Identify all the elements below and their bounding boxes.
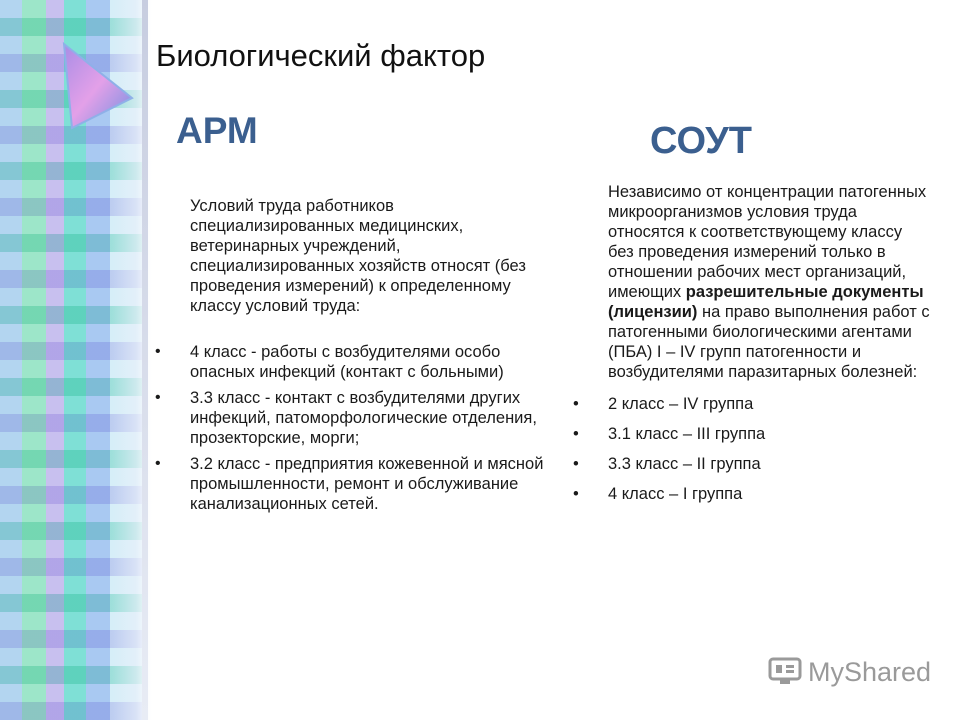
- left-column: [150, 196, 560, 520]
- bullet-icon: •: [155, 389, 161, 406]
- slide-title: Биологический фактор: [156, 38, 486, 73]
- right-intro-text: [560, 182, 930, 382]
- bullet-icon: •: [155, 455, 161, 472]
- heading-sout: СОУТ: [650, 120, 752, 162]
- list-item: [150, 454, 560, 514]
- right-intro-bold: разрешительные документы (лицензии): [608, 283, 924, 321]
- decorative-band-stripe: [142, 0, 148, 720]
- bullet-icon: •: [155, 343, 161, 360]
- list-item: [560, 394, 930, 424]
- right-bullet-list: [560, 394, 930, 514]
- play-triangle-icon: [58, 40, 138, 132]
- watermark-text: MyShared: [808, 656, 932, 687]
- list-item-text: 3.1 класс – III группа: [608, 425, 766, 443]
- list-item: [150, 388, 560, 448]
- list-item-text: 2 класс – IV группа: [608, 395, 754, 413]
- list-item: [150, 342, 560, 382]
- mysahred-logo-icon: [768, 656, 802, 688]
- bullet-icon: •: [573, 485, 579, 503]
- right-column: [560, 182, 930, 514]
- left-intro-text: Условий труда работников специализированных медицинских, ветеринарных учреждений, специализированных хозяйств относят (без проведения измерений) к определенному классу условий труда:: [190, 197, 526, 315]
- list-item-text: 3.3 класс - контакт с возбудителями других инфекций, патоморфологические отделения, прозекторские, морги;: [190, 389, 537, 447]
- bullet-icon: •: [573, 455, 579, 473]
- list-item-text: 3.3 класс – II группа: [608, 455, 761, 473]
- list-item: [560, 424, 930, 454]
- list-item-text: 3.2 класс - предприятия кожевенной и мясной промышленности, ремонт и обслуживание канализационных сетей.: [190, 455, 544, 513]
- list-item-text: 4 класс – I группа: [608, 485, 743, 503]
- bullet-icon: •: [573, 395, 579, 413]
- heading-arm: АРМ: [176, 110, 258, 151]
- left-bullet-list: [150, 342, 560, 514]
- watermark: [768, 656, 931, 688]
- list-item: [560, 454, 930, 484]
- list-item-text: 4 класс - работы с возбудителями особо опасных инфекций (контакт с больными): [190, 343, 504, 381]
- bullet-icon: •: [573, 425, 579, 443]
- right-intro-start: Независимо от концентрации патогенных микроорганизмов условия труда относятся к соответствующему классу без проведения измерений только в отношении рабочих мест организаций, имеющих: [608, 183, 927, 301]
- right-intro-end: на право выполнения работ с патогенными биологическими агентами (ПБА) I – IV групп патогенности и возбудителями паразитарных болезней:: [608, 303, 930, 381]
- list-item: [560, 484, 930, 514]
